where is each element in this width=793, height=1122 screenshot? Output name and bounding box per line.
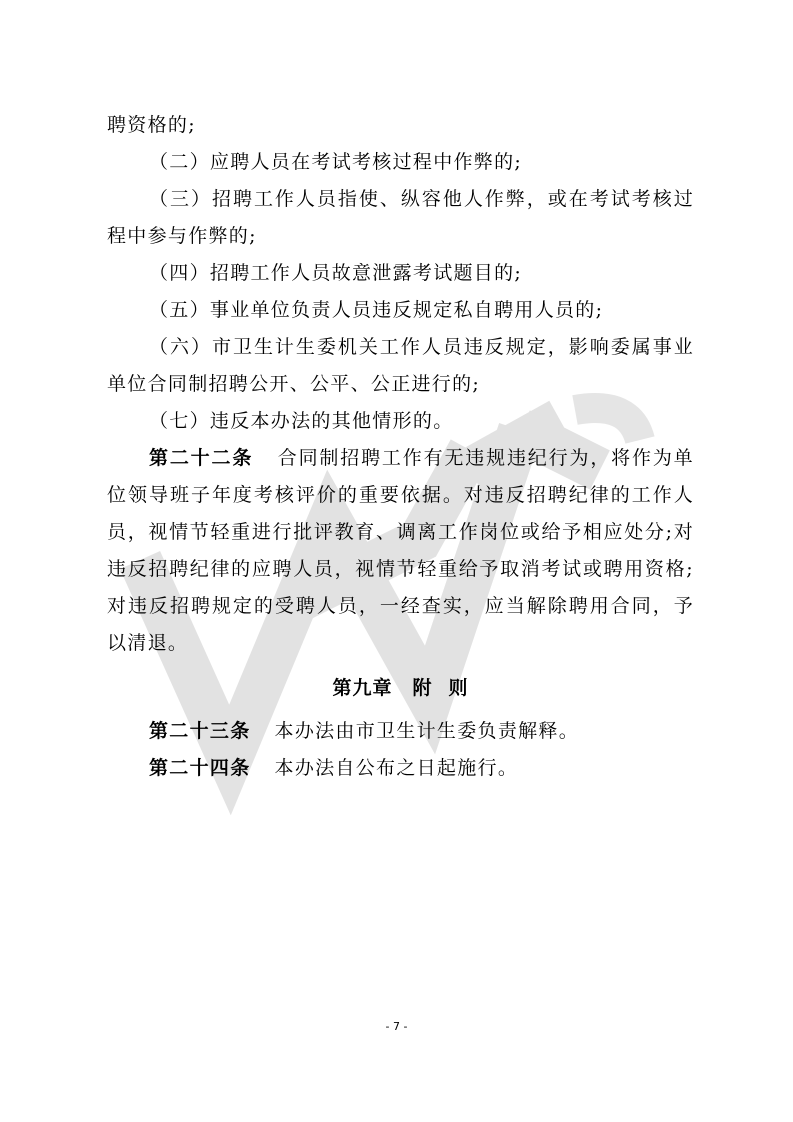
article-22-body: 合同制招聘工作有无违规违纪行为，将作为单位领导班子年度考核评价的重要依据。对违反招聘纪律的工作人员，视情节轻重进行批评教育、调离工作岗位或给予相应处分;对违反招聘纪律的应聘人员，视情节轻重给予取消考试或聘用资格;对违反招聘规定的受聘人员，一经查实，应当解除聘用合同，予以清退。: [107, 447, 694, 654]
chapter-heading: [107, 670, 694, 707]
list-item-4: （四）招聘工作人员故意泄露考试题目的;: [149, 262, 523, 284]
chapter-number: 第九章: [332, 677, 393, 699]
list-item-6: （六）市卫生计生委机关工作人员违反规定，影响委属事业单位合同制招聘公开、公平、公正进行的;: [107, 336, 694, 395]
list-item-2: （二）应聘人员在考试考核过程中作弊的;: [149, 151, 523, 173]
article-24-body: 本办法自公布之日起施行。: [274, 757, 519, 779]
chapter-title-part-1: 附: [412, 677, 433, 699]
list-item-3: （三）招聘工作人员指使、纵容他人作弊，或在考试考核过程中参与作弊的;: [107, 188, 694, 247]
article-23-title: 第二十三条: [149, 720, 251, 742]
body-text: [107, 107, 694, 787]
article-24-title: 第二十四条: [149, 757, 251, 779]
page-number: - 7 -: [385, 1020, 408, 1033]
article-22: [107, 440, 694, 662]
list-item-7: （七）违反本办法的其他情形的。: [149, 410, 454, 432]
article-23-body: 本办法由市卫生计生委负责解释。: [274, 720, 580, 742]
chapter-title-part-2: 则: [448, 677, 469, 699]
article-23: [107, 713, 694, 750]
list-item-5: （五）事业单位负责人员违反规定私自聘用人员的;: [149, 299, 604, 321]
article-22-title: 第二十二条: [149, 447, 254, 469]
text-line-continuation: 聘资格的;: [107, 114, 196, 136]
article-24: [107, 750, 694, 787]
